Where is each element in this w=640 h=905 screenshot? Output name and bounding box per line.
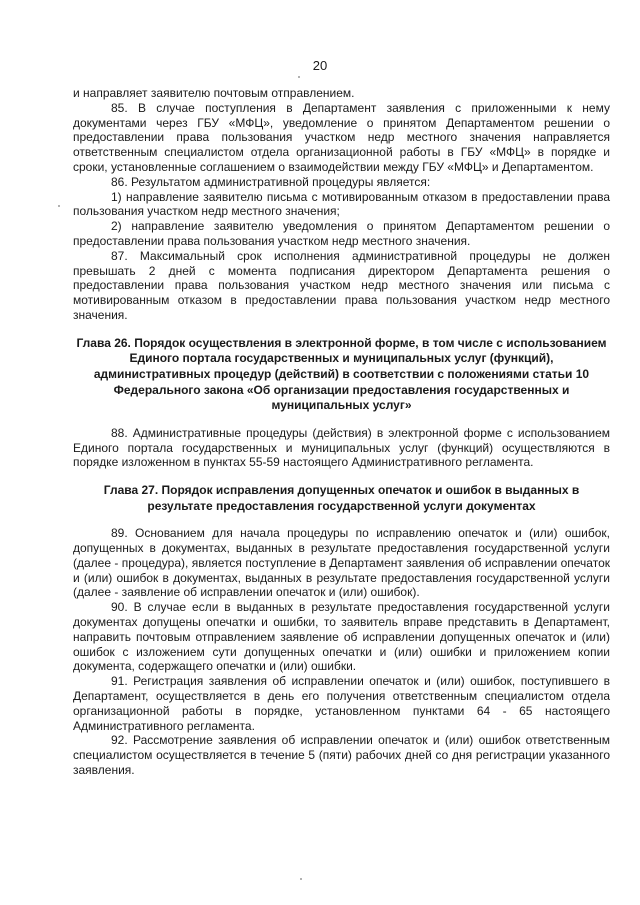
paragraph-86-item-2: 2) направление заявителю уведомления о принятом Департаментом решении о предоставлении права пользования участком недр местного значения. (73, 219, 610, 248)
paragraph-86: 86. Результатом административной процедуры является: (111, 174, 431, 189)
scan-speck (300, 878, 302, 880)
paragraph-85: 85. В случае поступления в Департамент заявления с приложенными к нему документами через ГБУ «МФЦ», уведомление о принятом Департаментом решении о предоставлении права пользования участком недр местного значения направляется ответственным специалистом отдела организационной работы в ГБУ «МФЦ» в порядке и сроки, установленные соглашением о взаимодействии между ГБУ «МФЦ» и Департаментом. (73, 100, 610, 174)
paragraph-continuation: и направляет заявителю почтовым отправлением. (73, 86, 355, 100)
document-body (73, 86, 610, 778)
paragraph-91: 91. Регистрация заявления об исправлении опечаток и (или) ошибок, поступившего в Департамент, осуществляется в день его получения ответственным специалистом отдела организационной работы в порядке, установленном пунктами 64 - 65 настоящего Административного регламента. (73, 674, 610, 733)
paragraph-89: 89. Основанием для начала процедуры по исправлению опечаток и (или) ошибок, допущенных в документах, выданных в результате предоставления государственной услуги (далее - процедура), является поступление в Департамент заявления об исправлении опечаток и (или) ошибок в документах, выданных в результате предоставления государственной услуги (далее - заявление об исправлении опечаток и (или) ошибок). (73, 526, 610, 600)
chapter-26-heading: Глава 26. Порядок осуществления в электронной форме, в том числе с использованием Единого портала государственных и муниципальных услуг (функций), административных процедур (действий) в соответствии с положениями статьи 10 Федерального закона «Об организации предоставления государственных и муниципальных услуг» (76, 335, 607, 413)
paragraph-92: 92. Рассмотрение заявления об исправлении опечаток и (или) ошибок ответственным специалистом осуществляется в течение 5 (пяти) рабочих дней со дня регистрации указанного заявления. (73, 733, 610, 778)
paragraph-86-item-1: 1) направление заявителю письма с мотивированным отказом в предоставлении права пользования участком недр местного значения; (73, 189, 610, 219)
paragraph-87: 87. Максимальный срок исполнения административной процедуры не должен превышать 2 дней с момента подписания директором Департамента решения о предоставлении права пользования участком недр местного значения или письма с мотивированным отказом в предоставлении права пользования участком недр местного значения. (73, 248, 610, 322)
paragraph-88: 88. Административные процедуры (действия) в электронной форме с использованием Единого портала государственных и муниципальных услуг (функций) осуществляются в порядке изложенном в пунктах 55-59 настоящего Административного регламента. (73, 425, 610, 470)
page-number: 20 (312, 58, 328, 73)
paragraph-90: 90. В случае если в выданных в результате предоставления государственной услуги документах допущены опечатки и ошибки, то заявитель вправе представить в Департамент, направить почтовым отправлением заявление об исправлении допущенных опечаток и (или) ошибок с изложением сути допущенных опечатки и (или) ошибки и приложением копии документа, содержащего опечатки и (или) ошибки. (73, 600, 610, 674)
scan-speck (58, 205, 60, 207)
chapter-27-heading: Глава 27. Порядок исправления допущенных опечаток и ошибок в выданных в результате предоставления государственной услуги документах (103, 483, 580, 513)
scan-speck (298, 76, 300, 78)
